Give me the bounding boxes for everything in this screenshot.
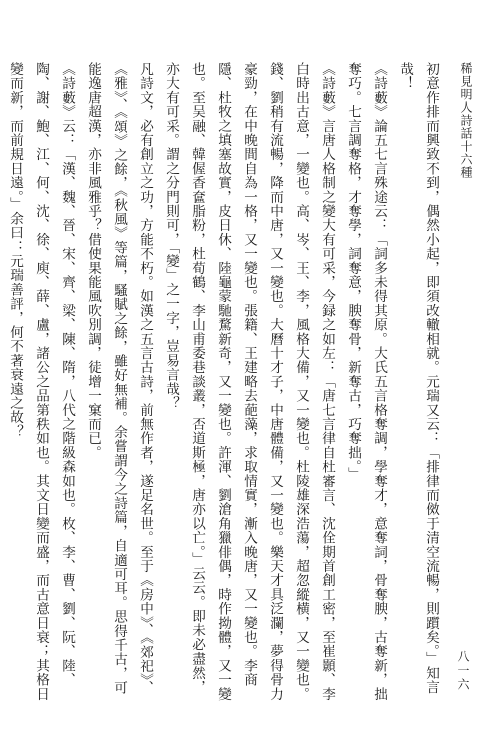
paragraph-5: 《詩藪》云：「漢、魏、晉、宋、齊、梁、陳、隋，八代之階級森如也。枚、李、曹、劉、阮、陸、陶、謝、鮑、江、何、沈、徐、庾、薛、盧，諸公之品第秩如也。其文日變而盛，而古意日衰；其格日變而新，而前規日遠。」余曰：元瑞善評，何不著衰遠之故？ — [7, 62, 75, 701]
page-number: 八一六 — [456, 650, 470, 692]
paragraph-2: 《詩藪》論五七言殊途云：「詞多未得其原。大氏五言格奪調，學奪才，意奪詞，骨奪腴，古奪新，拙奪巧。七言調奪格，才奪學，詞奪意，腴奪骨，新奪古，巧奪拙。」 — [345, 62, 387, 701]
paragraph-6 — [0, 62, 2, 702]
paragraph-3: 《詩藪》言唐人格制之變大有可采，今録之如左：「唐七言律自杜審言、沈佺期首創工密，至崔顥、李白時出古意，一變也。高、岑、王、李，風格大備，又一變也。杜陵雄深浩蕩，超忽縱横，又一變也。錢、劉稍有流暢，降而中唐，又一變也。大曆十才子，中唐體備，又一變也。樂天才具泛瀾，夢得骨力豪勁，在中晚間自為一格，又一變也。張籍、王建略去葩藻，求取情實，漸入晚唐，又一變也。李商隱、杜牧之填塞故實，皮日休、陸龜蒙馳騖新奇，又一變也。許渾、劉滄角獵俳偶，時作拗體，又一變也。至吴融、韓偓香奩脂粉，杜荀鶴、李山甫委巷談叢，否道斯極，唐亦以亡。」云云。即未必盡然，亦大有可采。謂之分門則可，「變」之一字，豈易言哉？ — [163, 62, 335, 701]
vertical-body-text — [7, 62, 444, 702]
paragraph-4: 凡詩文，必有創立之功，方能不朽。如漢之五言古詩，前無作者，遂足名世。至于《房中》、《郊祀》、《雅》、《頌》之餘，《秋風》等篇，騷賦之餘，雖好無補。余嘗謂今之詩篇，自適可耳。思得千古，可能逸唐超漢，亦非風雅乎？借使果能風吹別調，徒增一窠而已。 — [85, 62, 153, 695]
paragraph-1: 初意作排而興致不到，偶然小起，即須改轍相就。元瑞又云：「排律而傚于清空流暢，則躓矣。」知言哉！ — [397, 62, 439, 695]
running-header: 稀見明人詩話十六種 — [459, 62, 473, 179]
